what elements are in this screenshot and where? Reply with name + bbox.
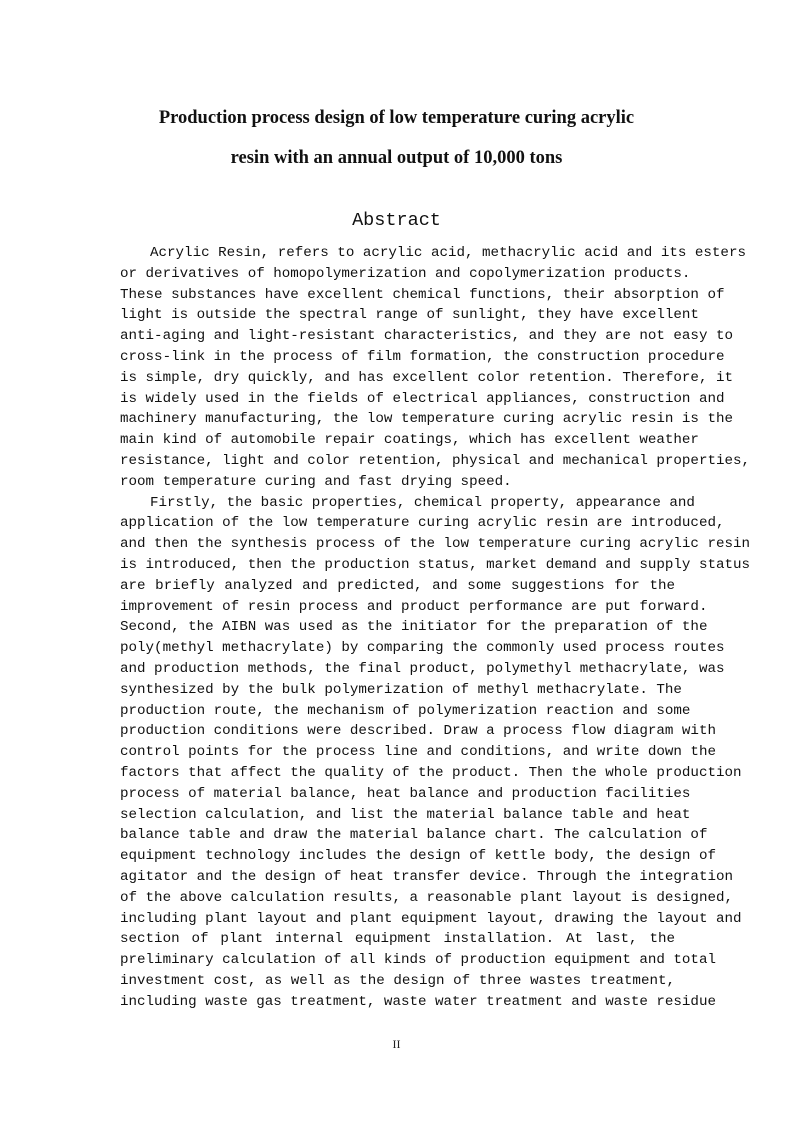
- text-line: investment cost, as well as the design of three wastes treatment,: [120, 972, 675, 989]
- text-line: or derivatives of homopolymerization and copolymerization products.: [120, 265, 691, 282]
- text-line: anti-aging and light-resistant characteristics, and they are not easy to: [120, 328, 733, 345]
- abstract-paragraph-2: [120, 493, 751, 1013]
- text-line: machinery manufacturing, the low temperature curing acrylic resin is the: [120, 411, 733, 428]
- text-line: is introduced, then the production status, market demand and supply status: [120, 556, 751, 573]
- text-line: including waste gas treatment, waste water treatment and waste residue: [120, 993, 716, 1010]
- text-line: and then the synthesis process of the low temperature curing acrylic resin: [120, 536, 751, 553]
- text-line: is simple, dry quickly, and has excellent color retention. Therefore, it: [120, 369, 733, 386]
- text-line: production conditions were described. Draw a process flow diagram with: [120, 723, 716, 740]
- text-line: agitator and the design of heat transfer device. Through the integration: [120, 868, 733, 885]
- text-line: and production methods, the final product, polymethyl methacrylate, was: [120, 660, 725, 677]
- text-line: preliminary calculation of all kinds of production equipment and total: [120, 952, 716, 969]
- text-line: including plant layout and plant equipment layout, drawing the layout and: [120, 910, 742, 927]
- abstract-heading: Abstract: [352, 210, 441, 231]
- text-line: balance table and draw the material balance chart. The calculation of: [120, 827, 708, 844]
- text-line: improvement of resin process and product performance are put forward.: [120, 598, 708, 615]
- text-line: section of plant internal equipment installation. At last, the: [120, 931, 675, 948]
- text-line: Acrylic Resin, refers to acrylic acid, methacrylic acid and its esters: [150, 245, 746, 261]
- page-number: II: [392, 1037, 401, 1051]
- title-line-2: resin with an annual output of 10,000 tons: [230, 148, 563, 168]
- text-line: of the above calculation results, a reasonable plant layout is designed,: [120, 889, 733, 906]
- text-line: Second, the AIBN was used as the initiator for the preparation of the: [120, 619, 708, 636]
- text-line: factors that affect the quality of the product. Then the whole production: [120, 764, 742, 781]
- text-line: Firstly, the basic properties, chemical property, appearance and: [150, 494, 695, 511]
- title-line-1: Production process design of low temperature curing acrylic: [158, 108, 635, 128]
- text-line: cross-link in the process of film formation, the construction procedure: [120, 348, 725, 365]
- text-line: equipment technology includes the design of kettle body, the design of: [120, 848, 716, 865]
- abstract-body: [120, 243, 751, 1012]
- text-line: main kind of automobile repair coatings, which has excellent weather: [120, 432, 699, 449]
- text-line: is widely used in the fields of electrical appliances, construction and: [120, 390, 725, 407]
- text-line: process of material balance, heat balance and production facilities: [120, 785, 691, 802]
- text-line: control points for the process line and conditions, and write down the: [120, 744, 716, 761]
- text-line: resistance, light and color retention, physical and mechanical properties,: [120, 452, 751, 469]
- text-line: light is outside the spectral range of sunlight, they have excellent: [120, 307, 699, 324]
- text-line: room temperature curing and fast drying speed.: [120, 473, 512, 490]
- text-line: selection calculation, and list the material balance table and heat: [120, 806, 691, 823]
- abstract-paragraph-1: [120, 243, 751, 493]
- text-line: These substances have excellent chemical functions, their absorption of: [120, 286, 725, 303]
- text-line: production route, the mechanism of polymerization reaction and some: [120, 702, 691, 719]
- text-line: application of the low temperature curing acrylic resin are introduced,: [120, 515, 725, 532]
- text-line: poly(methyl methacrylate) by comparing the commonly used process routes: [120, 640, 725, 657]
- text-line: are briefly analyzed and predicted, and some suggestions for the: [120, 577, 675, 594]
- text-line: synthesized by the bulk polymerization of methyl methacrylate. The: [120, 681, 682, 698]
